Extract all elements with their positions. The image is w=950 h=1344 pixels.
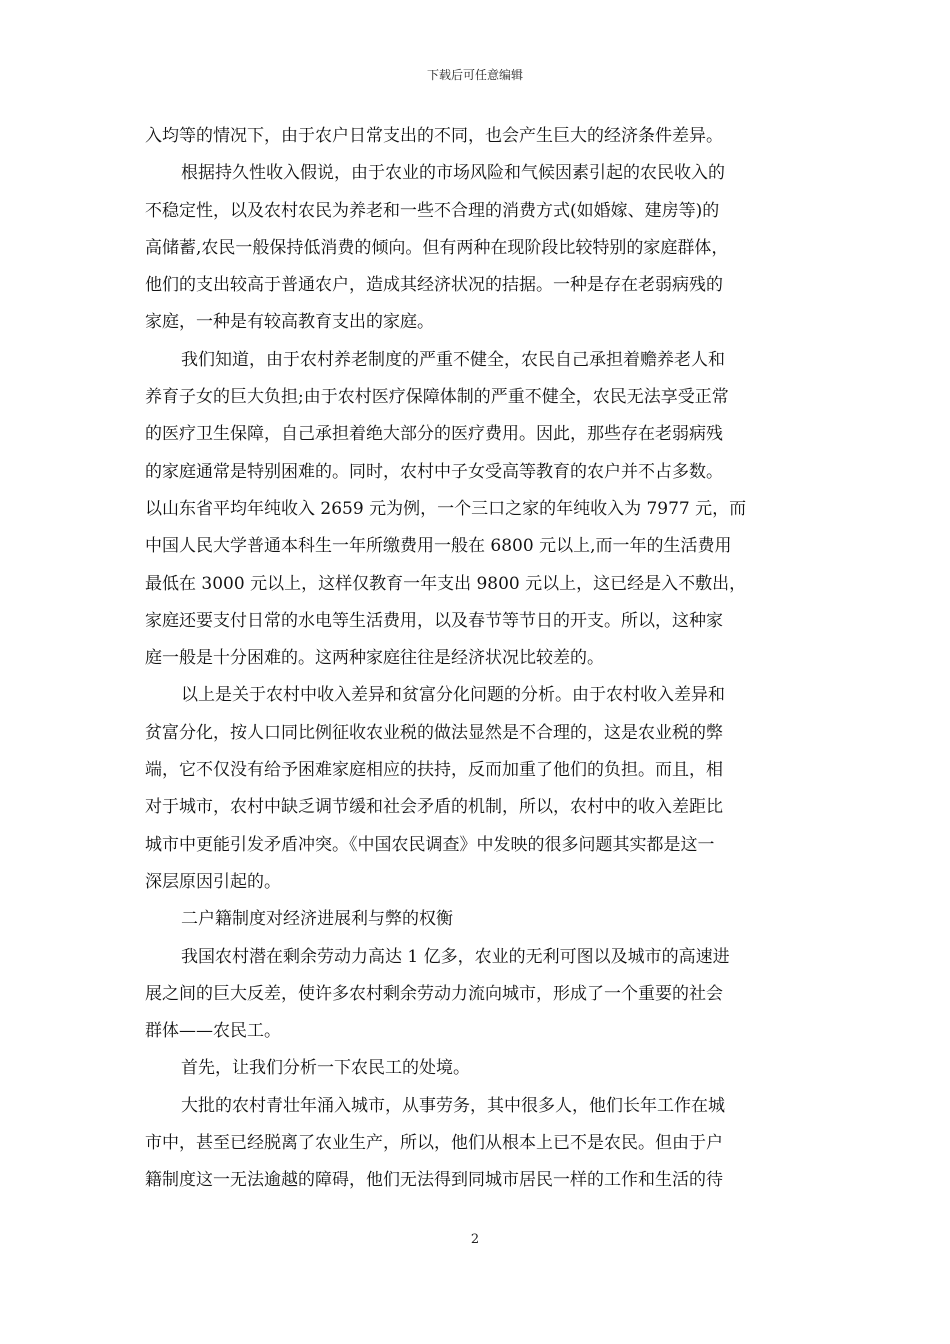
text-line: 我国农村潜在剩余劳动力高达 1 亿多，农业的无利可图以及城市的高速进 xyxy=(181,946,730,967)
text-line: 大批的农村青壮年涌入城市，从事劳务，其中很多人，他们长年工作在城 xyxy=(181,1095,725,1116)
text-line: 最低在 3000 元以上，这样仅教育一年支出 9800 元以上，这已经是入不敷出， xyxy=(145,573,747,594)
text-line: 市中，甚至已经脱离了农业生产，所以，他们从根本上已不是农民。但由于户 xyxy=(145,1133,723,1154)
text-line: 入均等的情况下，由于农户日常支出的不同，也会产生巨大的经济条件差异。 xyxy=(145,126,723,146)
text-line: 养育子女的巨大负担;由于农村医疗保障体制的严重不健全，农民无法享受正常 xyxy=(145,387,729,408)
page-header: 下载后可任意编辑 xyxy=(426,68,523,82)
page-number: 2 xyxy=(470,1232,480,1247)
text-line: 二户籍制度对经济进展利与弊的权衡 xyxy=(181,909,453,930)
text-line: 深层原因引起的。 xyxy=(145,871,281,892)
text-line: 中国人民大学普通本科生一年所缴费用一般在 6800 元以上,而一年的生活费用 xyxy=(145,536,732,557)
text-line: 家庭，一种是有较高教育支出的家庭。 xyxy=(145,312,434,333)
text-line: 高储蓄,农民一般保持低消费的倾向。但有两种在现阶段比较特别的家庭群体， xyxy=(145,237,729,258)
text-line: 不稳定性，以及农村农民为养老和一些不合理的消费方式(如婚嫁、建房等)的 xyxy=(145,200,720,221)
text-line: 根据持久性收入假说，由于农业的市场风险和气候因素引起的农民收入的 xyxy=(181,163,725,184)
text-line: 我们知道，由于农村养老制度的严重不健全，农民自己承担着赡养老人和 xyxy=(181,349,725,370)
text-line: 庭一般是十分困难的。这两种家庭往往是经济状况比较差的。 xyxy=(145,648,604,669)
text-line: 家庭还要支付日常的水电等生活费用，以及春节等节日的开支。所以，这种家 xyxy=(145,610,723,631)
document-body xyxy=(145,118,807,1200)
text-line: 城市中更能引发矛盾冲突。《中国农民调查》中发映的很多问题其实都是这一 xyxy=(145,834,715,855)
text-line: 籍制度这一无法逾越的障碍，他们无法得到同城市居民一样的工作和生活的待 xyxy=(145,1170,723,1191)
text-line: 以山东省平均年纯收入 2659 元为例，一个三口之家的年纯收入为 7977 元，而 xyxy=(145,498,747,519)
text-line: 端，它不仅没有给予困难家庭相应的扶持，反而加重了他们的负担。而且，相 xyxy=(145,760,723,781)
text-line: 对于城市，农村中缺乏调节缓和社会矛盾的机制，所以，农村中的收入差距比 xyxy=(145,797,723,818)
text-line: 的家庭通常是特别困难的。同时，农村中子女受高等教育的农户并不占多数。 xyxy=(145,461,723,482)
text-line: 的医疗卫生保障，自己承担着绝大部分的医疗费用。因此，那些存在老弱病残 xyxy=(145,424,723,445)
text-line: 贫富分化，按人口同比例征收农业税的做法显然是不合理的，这是农业税的弊 xyxy=(145,722,723,743)
text-line: 以上是关于农村中收入差异和贫富分化问题的分析。由于农村收入差异和 xyxy=(181,685,725,706)
text-line: 他们的支出较高于普通农户，造成其经济状况的拮据。一种是存在老弱病残的 xyxy=(145,275,723,296)
text-line: 首先，让我们分析一下农民工的处境。 xyxy=(181,1058,470,1079)
text-line: 群体——农民工。 xyxy=(145,1021,281,1042)
text-line: 展之间的巨大反差，使许多农村剩余劳动力流向城市，形成了一个重要的社会 xyxy=(145,983,723,1004)
